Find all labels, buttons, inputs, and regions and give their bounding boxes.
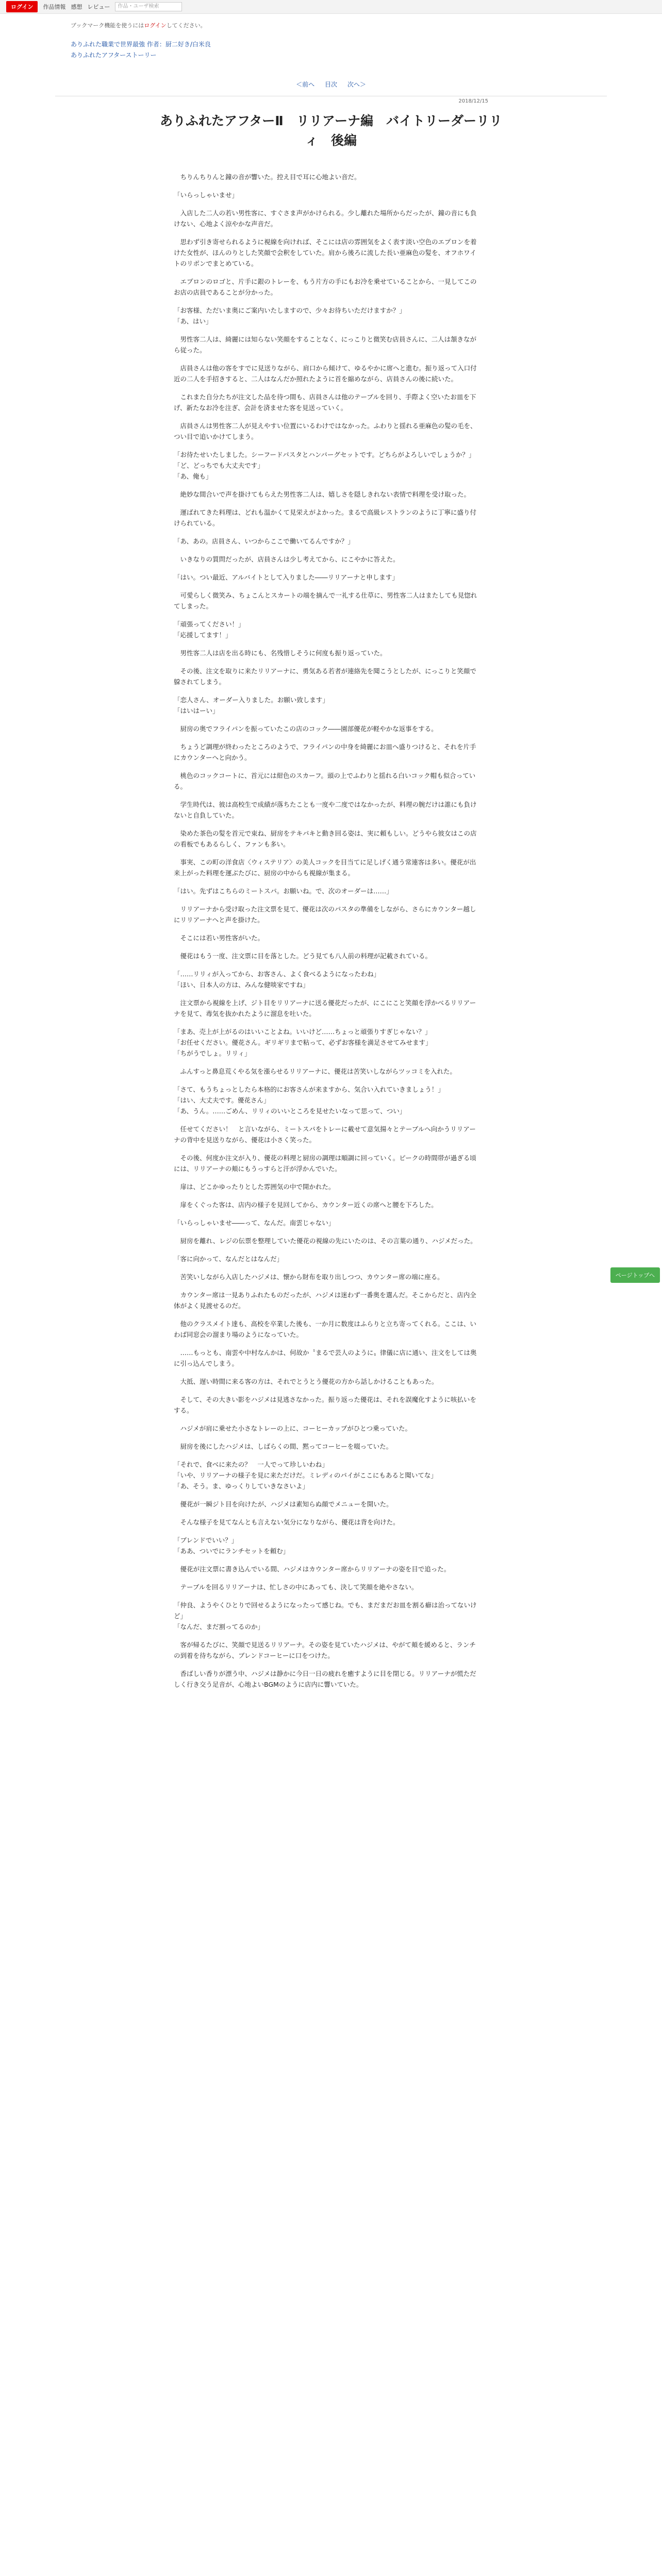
next-link[interactable]: 次へ＞ xyxy=(347,81,366,88)
login-notice xyxy=(71,21,607,29)
body-paragraph: 他のクラスメイト達も、高校を卒業した後も、一か月に数度はふらりと立ち寄ってくれる。ここは、いわば同窓会の溜まり場のようになっていた。 xyxy=(174,1320,476,1338)
body-paragraph: カウンター席は一見ありふれたものだったが、ハジメは迷わず一番奥を選んだ。そこからだと、店内全体がよく見渡せるのだ。 xyxy=(174,1291,476,1310)
pager xyxy=(55,80,607,89)
body-paragraph: 「仲良、ようやくひとりで回せるようになったって感じね。でも、まだまだお皿を割る癖は治ってないけど」 「なんだ、まだ割ってるのか」 xyxy=(174,1601,477,1631)
body-paragraph: 扉は、どこかゆったりとした雰囲気の中で開かれた。 xyxy=(174,1183,335,1191)
body-paragraph: 厨房の奥でフライパンを振っていたこの店のコック――園部優花が軽やかな返事をする。 xyxy=(174,725,438,733)
body-paragraph: ……もっとも、南雲や中村なんかは、何故か〝まるで芸人のように〟律儀に店に通い、注文をしては奥に引っ込んでしまう。 xyxy=(174,1349,477,1367)
body-paragraph: 香ばしい香りが漂う中、ハジメは静かに今日一日の疲れを癒すように目を閉じる。リリアーナが慌ただしく行き交う足音が、心地よいBGMのように店内に響いていた。 xyxy=(174,1670,476,1688)
search-input[interactable]: 作品・ユーザ検索 xyxy=(115,2,182,11)
body-paragraph: 「恋人さん、オーダー入りました。お願い致します」 「はいはーい」 xyxy=(174,696,329,715)
body-paragraph: 大抵、遅い時間に来る客の方は、それでとうとう優花の方から話しかけることもあった。 xyxy=(174,1378,438,1385)
body-paragraph: 思わず引き寄せられるように視線を向ければ、そこには店の雰囲気をよく表す淡い空色のエプロンを着けた女性が、ほんのりとした笑顔で会釈をしていた。肩から後ろに流した長い亜麻色の髪を、オフホワイトのリボンでまとめている。 xyxy=(174,238,477,267)
body-paragraph: 客が帰るたびに、笑顔で見送るリリアーナ。その姿を見ていたハジメは、やがて頬を緩めると、ランチの到着を待ちながら、ブレンドコーヒーに口をつけた。 xyxy=(174,1641,476,1659)
page-title: ありふれたアフターⅡ リリアーナ編 バイトリーダーリリィ 後編 xyxy=(160,113,502,148)
body-paragraph: そんな様子を見てなんとも言えない気分になりながら、優花は背を向けた。 xyxy=(174,1518,400,1526)
body-paragraph: エプロンのロゴと、片手に銀のトレーを、もう片方の手にもお冷を乗せていることから、一見してこのお店の店員であることが分かった。 xyxy=(174,278,477,296)
page-top-button[interactable]: ページトップへ xyxy=(610,1267,660,1283)
header xyxy=(55,14,607,59)
body-paragraph: 桃色のコックコートに、首元には紺色のスカーフ。頭の上でふわりと揺れる白いコック帽も似合っている。 xyxy=(174,772,476,790)
body-paragraph: 注文票から視線を上げ、ジト目をリリアーナに送る優花だったが、にこにこと笑顔を浮かべるリリアーナを見て、毒気を抜かれたように溜息を吐いた。 xyxy=(174,999,476,1018)
body-paragraph: 「いらっしゃいませ」 xyxy=(174,191,239,199)
body-paragraph: ちりんちりんと鐘の音が響いた。控え目で耳に心地よい音だ。 xyxy=(174,173,361,181)
body-paragraph: 学生時代は、彼は高校生で成績が落ちたことも一度や二度ではなかったが、料理の腕だけは誰にも負けないと自負していた。 xyxy=(174,801,477,819)
body-paragraph: その後、注文を取りに来たリリアーナに、勇気ある若者が連絡先を聞こうとしたが、にっこりと笑顔で躱されてしまう。 xyxy=(174,667,476,686)
body-paragraph: 「それで、食べに来たの？ 一人でって珍しいわね」 「いや、リリアーナの様子を見に来ただけだ。ミレディのパイがここにもあると聞いてな」 「あ、そう。ま、ゆっくりしていきなさいよ」 xyxy=(174,1461,437,1490)
body-paragraph: ふんすっと鼻息荒くやる気を漲らせるリリアーナに、優花は苦笑いしながらツッコミを入れた。 xyxy=(174,1067,456,1075)
body-paragraph: 扉をくぐった客は、店内の様子を見回してから、カウンター近くの席へと腰を下ろした。 xyxy=(174,1201,438,1209)
body-paragraph: 「お客様、ただいま奥にご案内いたしますので、少々お待ちいただけますか？」 「あ、はい」 xyxy=(174,307,406,325)
body-paragraph: 「頑張ってください！」 「応援してます！」 xyxy=(174,620,245,639)
body-paragraph: 店員さんは男性客二人が見えやすい位置にいるわけではなかった。ふわりと揺れる亜麻色の髪の毛を、つい目で追いかけてしまう。 xyxy=(174,422,477,440)
nav-item-works[interactable]: 作品情報 xyxy=(43,4,66,10)
body-paragraph: 男性客二人は店を出る時にも、名残惜しそうに何度も振り返っていた。 xyxy=(174,649,387,657)
body-paragraph: 染めた茶色の髪を首元で束ね、厨房をテキパキと動き回る姿は、実に頼もしい。どうやら彼女はこの店の看板でもあるらしく、ファンも多い。 xyxy=(174,829,477,848)
notice-text: ブックマーク機能を使うには xyxy=(71,22,144,29)
body-paragraph: 厨房を離れ、レジの伝票を整理していた優花の視線の先にいたのは、その言葉の通り、ハジメだった。 xyxy=(174,1237,477,1245)
body-paragraph: そして、その大きい影をハジメは見逃さなかった。振り返った優花は、それを誤魔化すように咳払いをする。 xyxy=(174,1396,476,1414)
post-date: 2018/12/15 xyxy=(458,98,488,104)
body-paragraph: テーブルを回るリリアーナは、忙しさの中にあっても、決して笑顔を絶やさない。 xyxy=(174,1583,418,1591)
body-paragraph: 男性客二人は、綺麗には知らない笑顔をすることなく、にっこりと微笑む店員さんに、二人は頷きながら従った。 xyxy=(174,335,477,354)
body-paragraph: 優花が一瞬ジト目を向けたが、ハジメは素知らぬ顔でメニューを開いた。 xyxy=(174,1500,393,1508)
body-paragraph: 苦笑いしながら入店したハジメは、懐から財布を取り出しつつ、カウンター席の端に座る。 xyxy=(174,1273,444,1281)
body-paragraph: 絶妙な間合いで声を掛けてもらえた男性客二人は、嬉しさを隠しきれない表情で料理を受け取った。 xyxy=(174,490,471,498)
body-paragraph: 入店した二人の若い男性客に、すぐさま声がかけられる。少し離れた場所からだったが、鐘の音にも負けない、心地よく涼やかな声音だ。 xyxy=(174,209,477,228)
body-paragraph: 「お待たせいたしました。シーフードパスタとハンバーグセットです。どちらがよろしいでしょうか？」 「ど、どっちでも大丈夫です」 「あ、俺も」 xyxy=(174,451,475,480)
body-paragraph: そこには若い男性客がいた。 xyxy=(174,934,264,942)
body-paragraph: 厨房を後にしたハジメは、しばらくの間、黙ってコーヒーを啜っていた。 xyxy=(174,1443,393,1450)
body-paragraph: いきなりの質問だったが、店員さんは少し考えてから、にこやかに答えた。 xyxy=(174,555,400,563)
notice-login-link[interactable]: ログイン xyxy=(144,22,167,29)
toc-link[interactable]: 目次 xyxy=(324,81,337,88)
body-paragraph: 優花が注文票に書き込んでいる間、ハジメはカウンター席からリリアーナの姿を目で追った。 xyxy=(174,1565,451,1573)
body-paragraph: ちょうど調理が終わったところのようで、フライパンの中身を綺麗にお皿へ盛りつけると、それを片手にカウンターへと向かう。 xyxy=(174,743,476,761)
body-paragraph: 「はい。つい最近、アルバイトとして入りました――リリアーナと申します」 xyxy=(174,573,399,581)
body-paragraph: その後、何度か注文が入り、優花の料理と厨房の調理は順調に回っていく。ピークの時間帯が過ぎる頃には、リリアーナの頬にもうっすらと汗が浮かんでいた。 xyxy=(174,1154,476,1173)
body-paragraph: 運ばれてきた料理は、どれも温かくて見栄えがよかった。まるで高級レストランのように丁寧に盛り付けられている。 xyxy=(174,509,477,527)
body-paragraph: 「ブレンドでいい？」 「ああ、ついでにランチセットを頼む」 xyxy=(174,1536,290,1555)
body-paragraph: 事実、この町の洋食店〈ウィステリア〉の美人コックを目当てに足しげく通う常連客は多い。優花が出来上がった料理を運ぶたびに、厨房の中からも視線が集まる。 xyxy=(174,858,476,877)
body-paragraph: 「いらっしゃいませ――って、なんだ。南雲じゃない」 xyxy=(174,1219,335,1227)
body-paragraph: 「まあ、売上が上がるのはいいことよね。いいけど……ちょっと頑張りすぎじゃない？」 「お任せください。優花さん。ギリギリまで粘って、必ずお客様を満足させてみせます」 「ちがうでしょ。リリィ」 xyxy=(174,1028,432,1057)
body-paragraph: 任せてください！ と言いながら、ミートスパをトレーに載せて意気揚々とテーブルへ向かうリリアーナの背中を見送りながら、優花は小さく笑った。 xyxy=(174,1125,476,1144)
prev-link[interactable]: ＜前へ xyxy=(296,81,315,88)
body-paragraph: 「はい。先ずはこちらのミートスパ。お願いね。で、次のオーダーは……」 xyxy=(174,887,393,895)
content-wrapper xyxy=(55,14,607,1690)
login-button[interactable]: ログイン xyxy=(6,1,38,12)
author-prefix: 作者： xyxy=(146,41,166,48)
body-paragraph: リリアーナから受け取った注文票を見て、優花は次のパスタの準備をしながら、さらにカウンター越しにリリアーナへと声を掛けた。 xyxy=(174,905,476,924)
top-bar xyxy=(0,0,662,14)
notice-suffix: してください。 xyxy=(166,22,206,29)
body-paragraph: 「さて、もうちょっとしたら本格的にお客さんが来ますから、気合い入れていきましょう！」 「はい、大丈夫です。優花さん」 「あ、うん。……ごめん、リリィのいいところを見せたいなって思って、つい」 xyxy=(174,1086,444,1115)
series-line xyxy=(71,40,607,48)
body-paragraph: これまた自分たちが注文した品を待つ間も、店員さんは他のテーブルを回り、手際よく空いたお皿を下げ、新たなお冷を注ぎ、会計を済ませた客を見送っていく。 xyxy=(174,393,476,412)
nav-item-reviews[interactable]: レビュー xyxy=(87,4,110,10)
body-paragraph: ハジメが肩に乗せた小さなトレーの上に、コーヒーカップがひとつ乗っていた。 xyxy=(174,1425,412,1432)
body-paragraph: 「客に向かって、なんだとはなんだ」 xyxy=(174,1255,284,1263)
novel-body xyxy=(174,172,478,1690)
body-paragraph: 「あ、あの。店員さん、いつからここで働いてるんですか？」 xyxy=(174,537,354,545)
body-paragraph: 店員さんは他の客をすでに見送りながら、肩口から傾けて、ゆるやかに席へと進む。振り返って入口付近の二人を手招きすると、二人はなんだか照れたように首を縮めながら、店員さんの後に続いた。 xyxy=(174,364,477,383)
body-paragraph: 可愛らしく微笑み、ちょこんとスカートの端を摘んで一礼する仕草に、男性客二人はまたしても見惚れてしまった。 xyxy=(174,591,477,610)
body-paragraph: 優花はもう一度、注文票に目を落とした。どう見ても八人前の料理が記載されている。 xyxy=(174,952,432,960)
chapter-subtitle[interactable]: ありふれたアフターストーリー xyxy=(71,52,157,59)
body-paragraph: 「……リリィが入ってから、お客さん、よく食べるようになったわね」 「ほい、日本人の方は、みんな健啖家ですね」 xyxy=(174,970,380,989)
nav-item-impressions[interactable]: 感想 xyxy=(71,4,82,10)
series-title-link[interactable]: ありふれた職業で世界最強 xyxy=(71,41,145,48)
author-link[interactable]: 厨二好き/白米良 xyxy=(165,41,211,48)
